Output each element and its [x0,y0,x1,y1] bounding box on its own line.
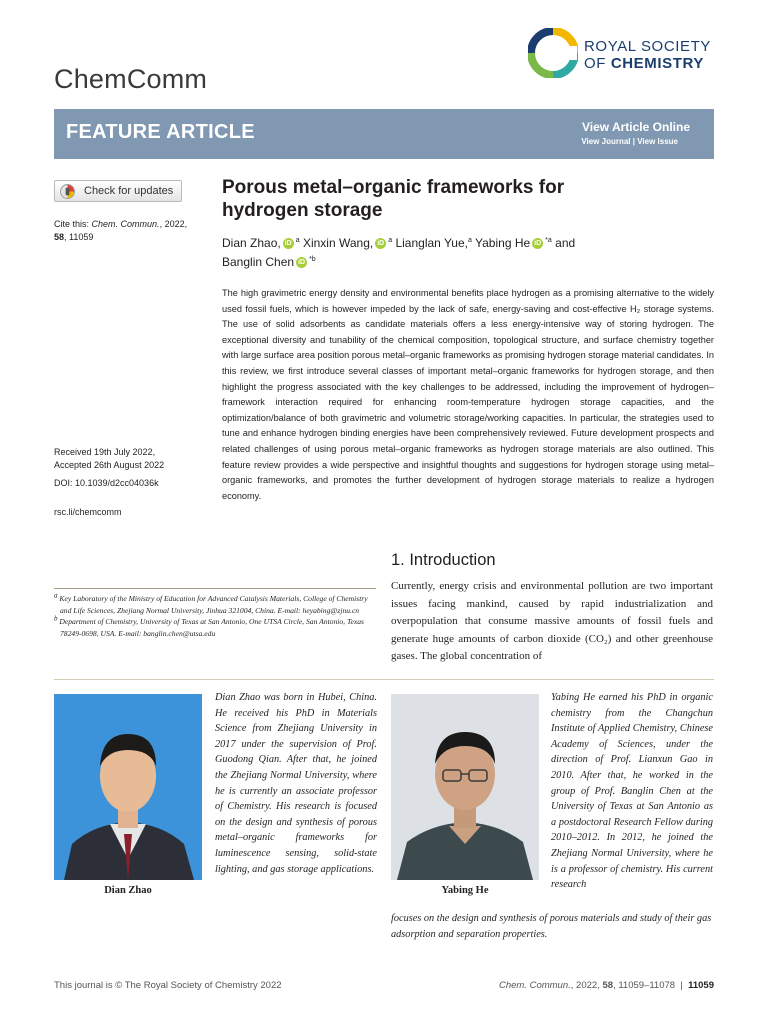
rsc-logo-line1: ROYAL SOCIETY [584,38,711,55]
author-name[interactable]: Dian Zhao, [222,236,281,250]
page-number: 11059 [688,980,714,991]
biography-divider [54,679,714,680]
orcid-icon[interactable]: iD [377,240,385,248]
rsc-logo-mark-icon [528,28,578,78]
view-links [581,137,678,146]
abstract: The high gravimetric energy density and environmental benefits place hydrogen as a promising alternative to the widely used fossil fuels, which is however impeded by the lack of safe, energy-saving and cost-effective H₂ storage systems. The use of solid adsorbents as candidate materials offers a less energy-intensive way of storing hydrogen. The exceptional diversity and tunability of the chemical composition, topological structure, and surface chemistry together with large surface area position porous metal–organic frameworks as promising hydrogen storage material candidates. In this review, we first introduce several classes of important metal–organic frameworks for hydrogen storage, and then highlight the progress associated with the key challenges to be addressed, including the improvement of hydrogen–framework interaction required for enhancing room-temperature hydrogen storage capacities, and the optimization/balance of both gravimetric and volumetric storage/working capacities. In particular, the strategies used to tune and enhance hydrogen binding energies have been comprehensively reviewed. Future development prospects and related challenges of using porous metal–organic frameworks as hydrogen storage materials are also outlined. This feature review provides a wide perspective and insightful thoughts and suggestions for hydrogen storage using metal–organic frameworks, and promotes the further development of hydrogen storage materials to realize a hydrogen economy. [222,288,714,501]
author-affiliation: *a [545,237,552,244]
citation: Cite this: Chem. Commun., 2022, 58, 11059 [54,219,188,242]
author-affiliation: a [388,237,393,244]
journal-site-link[interactable]: rsc.li/chemcomm [54,507,122,517]
view-article-online-link[interactable]: View Article Online [581,120,690,134]
orcid-icon[interactable]: iD [284,240,292,248]
footnote: $^b$ Department of Chemistry, University of Texas at San Antonio, One UTSA Circle, San Antonio, Texas 78249-0698, USA. E-mail: banglin.chen@utsa.edu [54,614,364,638]
received-dates [54,446,214,471]
author-photo-yabing-he [391,694,539,880]
biography-text: Yabing He earned his PhD in organic chemistry from the Changchun Institute of Applied Chemistry, Chinese Academy of Sciences, under the direction of Prof. Lianxun Gao in 2010. After that, he worked in the group of Prof. Banglin Chen at the University of Texas at San Antonio as a postdoctoral Research Fellow during 2010–2012. In 2012, he joined the Zhejiang Normal University, where he is a professor of chemistry. His current research [551,692,713,891]
check-for-updates-label: Check for updates [84,185,174,197]
author-name[interactable]: Yabing He [475,236,531,250]
orcid-icon[interactable]: iD [298,259,306,267]
article-type-label: FEATURE ARTICLE [66,121,255,143]
author-affiliation: *b [309,256,316,263]
introduction-text: Currently, energy crisis and environmental pollution are two important issues facing mankind, caused by rapid industrialization and overpopulation that consume massive amounts of fossil fuels and generate huge amounts of carbon dioxide (CO₂) and other greenhouse gases. The global concentration of [391,580,713,662]
footnote-divider [54,588,376,589]
author-list [222,234,642,272]
biography-text-continued: focuses on the design and synthesis of porous materials and study of their gas adsorption and separation properties. [391,913,712,940]
article-title: Porous metal–organic frameworks for hydrogen storage [222,177,565,221]
accepted-date: Accepted 26th August 2022 [54,459,165,470]
rsc-logo-line2: OF CHEMISTRY [584,55,704,72]
author-name[interactable]: Lianglan Yue, [395,236,468,250]
feature-article-banner [54,109,714,159]
author-name[interactable]: Xinxin Wang, [302,236,374,250]
journal-name: ChemComm [54,64,208,94]
author-affiliation: a [467,237,472,244]
received-date: Received 19th July 2022, [54,447,156,457]
rsc-logo[interactable] [528,28,718,84]
biography-name: Dian Zhao [104,885,152,896]
doi[interactable]: DOI: 10.1039/d2cc04036k [54,478,159,488]
copyright-footer: This journal is © The Royal Society of Chemistry 2022 [54,980,282,991]
view-journal-link[interactable]: View Journal [581,137,631,146]
section-heading-introduction: 1. Introduction [391,551,496,569]
view-issue-link[interactable]: View Issue [637,137,678,146]
biography-name: Yabing He [441,885,489,896]
author-name[interactable]: Banglin Chen [222,255,295,269]
biography-text: Dian Zhao was born in Hubei, China. He received his PhD in Materials Science from Zhejiang University in 2017 under the supervision of Prof. Guodong Qian. After that, he joined the Zhejiang Normal University, where he is currently an associate professor of Chemistry. His research is focused on the design and synthesis of porous metal–organic frameworks for luminescence sensing, solid-state lighting, and gas storage applications. [215,692,377,875]
orcid-icon[interactable]: iD [534,240,542,248]
view-links-separator: | [632,137,635,146]
page-footer: Chem. Commun., 2022, 58, 11059–11078 | 11059 [498,980,714,991]
footnote: $^a$ Key Laboratory of the Ministry of Education for Advanced Catalysis Materials, College of Chemistry and Life Sciences, Zhejiang Normal University, Jinhua 321004, China. E-mail: heyabing@zjnu.cn [54,591,368,615]
crossmark-icon [60,184,75,199]
footer-separator: | [680,980,683,991]
author-affiliation: a [295,237,300,244]
check-for-updates-button[interactable] [54,180,182,202]
author-photo-dian-zhao [54,694,202,880]
authors-and: and [555,236,576,250]
affiliation-footnotes [54,593,376,639]
